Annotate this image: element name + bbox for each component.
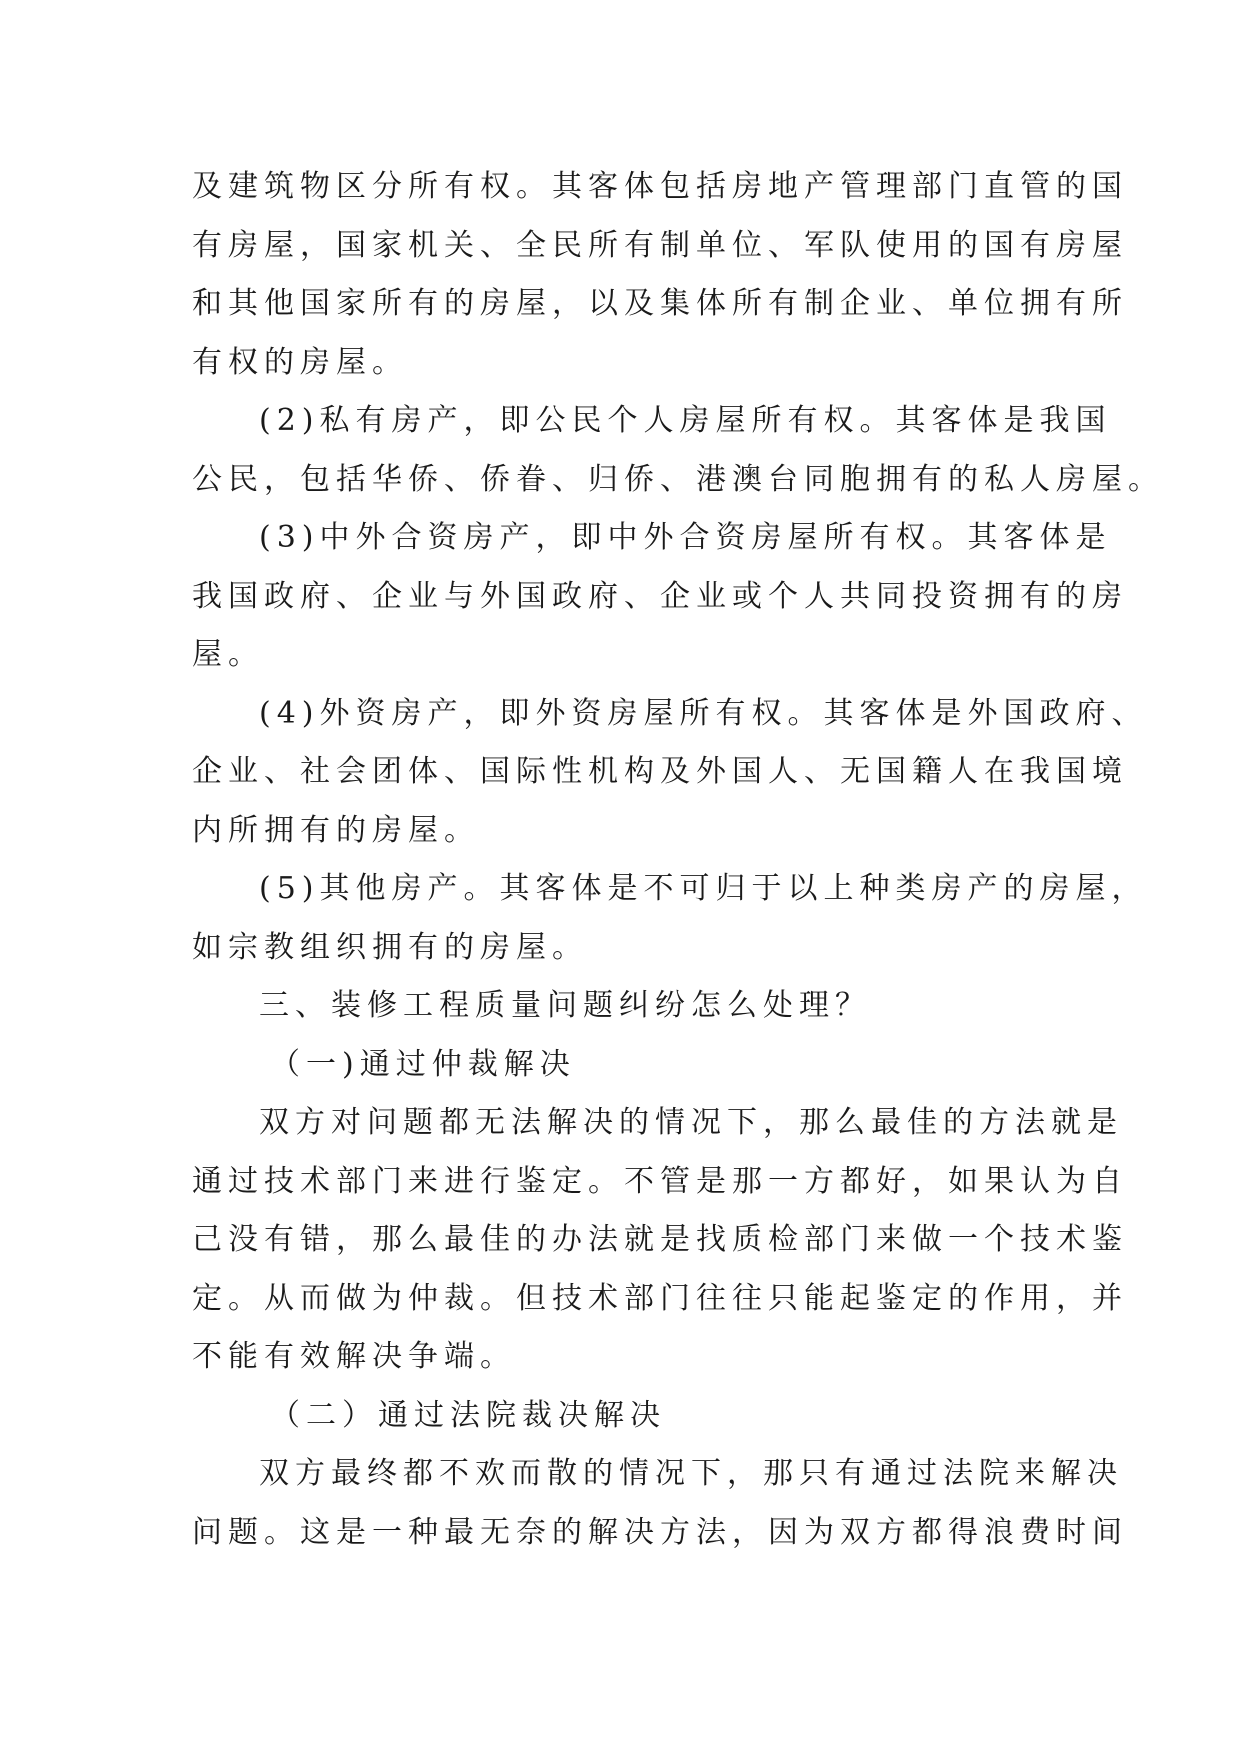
paragraph-start-line: (5)其他房产。其客体是不可归于以上种类房产的房屋， xyxy=(259,871,1148,906)
text-line: 通过技术部门来进行鉴定。不管是那一方都好，如果认为自 xyxy=(192,1163,1128,1199)
text-line: 我国政府、企业与外国政府、企业或个人共同投资拥有的房 xyxy=(192,578,1128,614)
body-text xyxy=(192,158,1164,1562)
text-line: 公民，包括华侨、侨眷、归侨、港澳台同胞拥有的私人房屋。 xyxy=(192,461,1164,497)
text-line: 有房屋，国家机关、全民所有制单位、军队使用的国有房屋 xyxy=(192,227,1128,263)
text-line: 及建筑物区分所有权。其客体包括房地产管理部门直管的国 xyxy=(192,169,1128,204)
paragraph-start-line: (4)外资房产，即外资房屋所有权。其客体是外国政府、 xyxy=(259,695,1148,731)
text-line: 有权的房屋。 xyxy=(192,344,408,380)
text-line: 内所拥有的房屋。 xyxy=(192,812,480,848)
paragraph-start-line: (2)私有房产，即公民个人房屋所有权。其客体是我国 xyxy=(259,403,1112,438)
text-line: 定。从而做为仲裁。但技术部门往往只能起鉴定的作用，并 xyxy=(192,1280,1128,1316)
text-line: 企业、社会团体、国际性机构及外国人、无国籍人在我国境 xyxy=(192,754,1128,789)
subsection-heading: （二）通过法院裁决解决 xyxy=(270,1397,666,1433)
text-line: 和其他国家所有的房屋，以及集体所有制企业、单位拥有所 xyxy=(192,286,1128,321)
paragraph-start-line: 双方最终都不欢而散的情况下，那只有通过法院来解决 xyxy=(259,1456,1123,1491)
paragraph-start-line: (3)中外合资房产，即中外合资房屋所有权。其客体是 xyxy=(259,520,1112,555)
section-heading: 三、装修工程质量问题纠纷怎么处理？ xyxy=(259,988,871,1023)
text-line: 己没有错，那么最佳的办法就是找质检部门来做一个技术鉴 xyxy=(192,1222,1128,1257)
text-line: 问题。这是一种最无奈的解决方法，因为双方都得浪费时间 xyxy=(192,1514,1128,1550)
paragraph-start-line: 双方对问题都无法解决的情况下，那么最佳的方法就是 xyxy=(259,1105,1123,1140)
text-line: 如宗教组织拥有的房屋。 xyxy=(192,929,588,965)
text-line: 屋。 xyxy=(192,637,264,672)
subsection-heading: （一)通过仲裁解决 xyxy=(270,1046,576,1082)
text-line: 不能有效解决争端。 xyxy=(192,1339,516,1374)
